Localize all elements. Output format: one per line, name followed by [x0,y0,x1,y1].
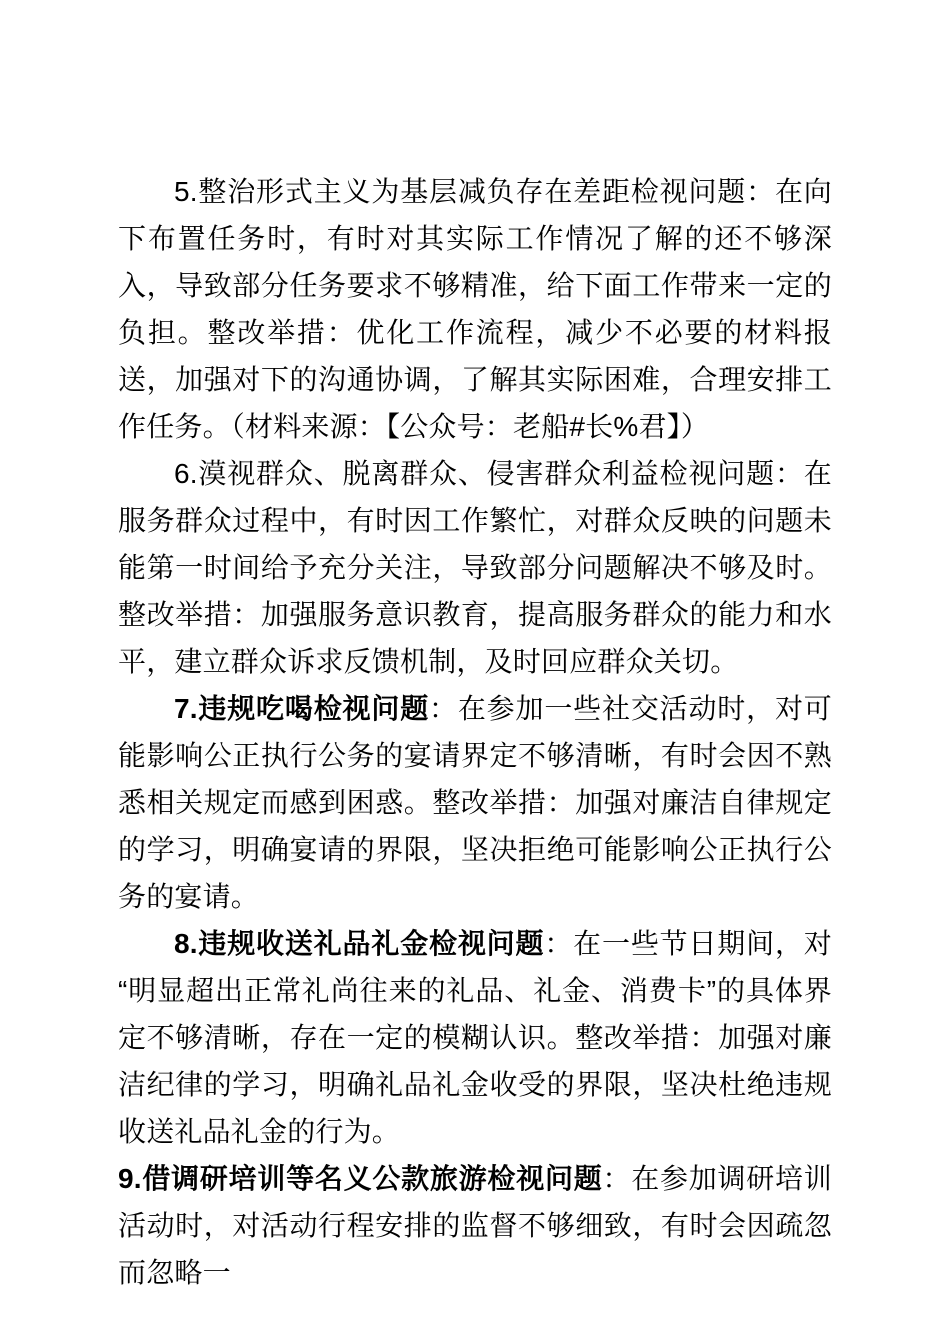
paragraph-8-number: 8. [174,928,198,959]
paragraph-6-body: ：在服务群众过程中，有时因工作繁忙，对群众反映的问题未能第一时间给予充分关注，导致部分问题解决不够及时。整改举措：加强服务意识教育，提高服务群众的能力和水平，建立群众诉求反馈机制，及时回应群众关切。 [118,458,832,677]
paragraph-9-number: 9. [118,1163,142,1194]
paragraph-9-body: ：在参加调研培训活动时，对活动行程安排的监督不够细致，有时会因疏忽而忽略一 [118,1163,833,1288]
paragraph-item-7 [118,685,832,920]
paragraph-8-body: ：在一些节日期间，对“明显超出正常礼尚往来的礼品、礼金、消费卡”的具体界定不够清晰，存在一定的模糊认识。整改举措：加强对廉洁纪律的学习，明确礼品礼金收受的界限，坚决杜绝违规收送礼品礼金的行为。 [118,928,832,1147]
document-text-body [118,168,832,1296]
paragraph-item-5 [118,168,832,450]
paragraph-8-heading: 违规收送礼品礼金检视问题 [197,928,545,959]
paragraph-item-9 [118,1155,832,1296]
paragraph-5-body: ：在向下布置任务时，有时对其实际工作情况了解的还不够深入，导致部分任务要求不够精准，给下面工作带来一定的负担。整改举措：优化工作流程，减少不必要的材料报送，加强对下的沟通协调，了解其实际困难，合理安排工作任务。（材料来源：【公众号：老船#长%君】） [118,176,832,442]
paragraph-5-number: 5. [174,176,198,207]
paragraph-6-heading: 漠视群众、脱离群众、侵害群众利益检视问题 [197,458,775,489]
paragraph-item-6 [118,450,832,685]
paragraph-9-heading: 借调研培训等名义公款旅游检视问题 [141,1163,603,1194]
paragraph-7-body: ：在参加一些社交活动时，对可能影响公正执行公务的宴请界定不够清晰，有时会因不熟悉相关规定而感到困惑。整改举措：加强对廉洁自律规定的学习，明确宴请的界限，坚决拒绝可能影响公正执行公务的宴请。 [118,693,832,912]
paragraph-6-number: 6. [174,458,198,489]
paragraph-7-heading: 违规吃喝检视问题 [197,693,430,724]
paragraph-5-heading: 整治形式主义为基层减负存在差距检视问题 [197,176,747,207]
paragraph-item-8 [118,920,832,1155]
paragraph-7-number: 7. [174,693,198,724]
